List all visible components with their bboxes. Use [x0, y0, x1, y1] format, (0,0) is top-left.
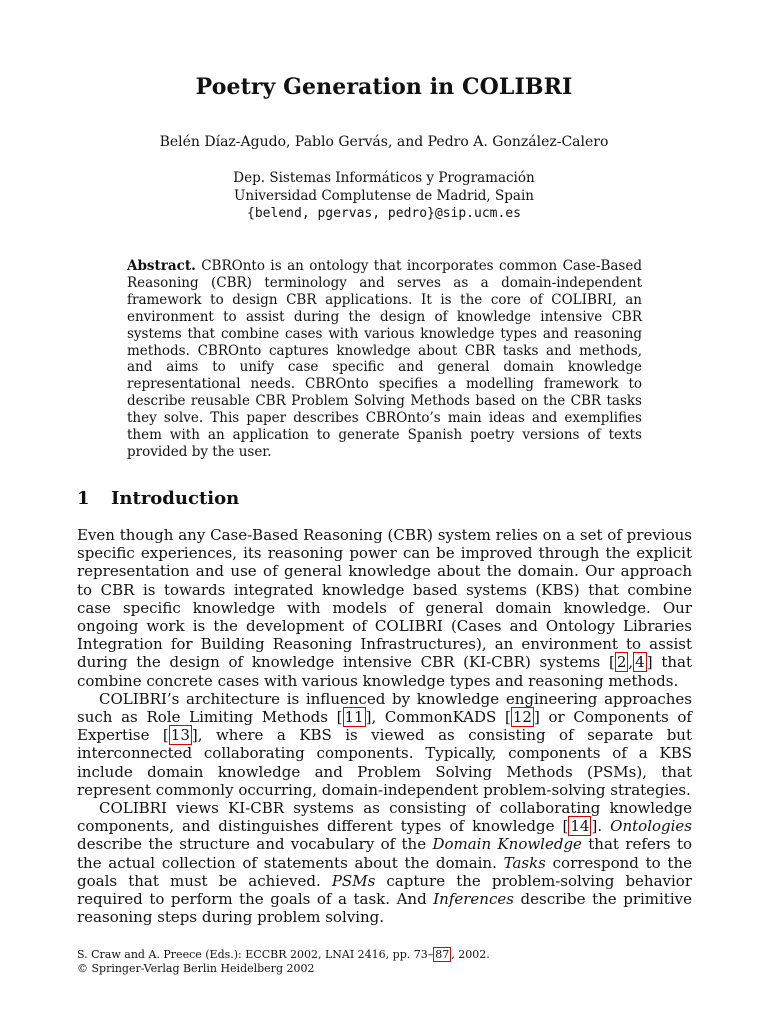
- citation-footer: [77, 948, 490, 962]
- copyright-notice: © Springer-Verlag Berlin Heidelberg 2002: [77, 962, 315, 975]
- citation-link[interactable]: 4: [635, 653, 645, 672]
- affiliation-dept: Dep. Sistemas Informáticos y Programación: [233, 170, 535, 186]
- text-run: capture the problem-solving behavior required to perform the goals of a task. And: [77, 871, 693, 909]
- author-emails: {belend, pgervas, pedro}@sip.ucm.es: [247, 206, 521, 221]
- citation-link[interactable]: 13: [170, 726, 190, 745]
- text-run: COLIBRI’s architecture is influenced by knowledge engineering approaches such as Role Limiting Methods: [77, 689, 692, 727]
- emphasis-term: Domain Knowledge: [432, 835, 582, 854]
- text-run: COLIBRI views KI-CBR systems as consisting of collaborating knowledge components, and distinguishes different types of knowledge: [77, 799, 692, 836]
- text-run: describe the structure and vocabulary of the: [77, 835, 433, 854]
- text-run: S. Craw and A. Preece (Eds.): ECCBR 2002, LNAI 2416, pp. 73–: [77, 948, 434, 961]
- section-heading: [77, 488, 239, 509]
- section-title: Introduction: [111, 488, 240, 509]
- citation-link[interactable]: 14: [570, 817, 590, 836]
- page-link[interactable]: 87: [435, 948, 450, 961]
- text-run: , 2002.: [451, 948, 490, 961]
- paragraph-3: COLIBRI views KI-CBR systems as consisting of collaborating knowledge components, and distinguishes different types of knowledge [ 14 ]. Ontologies describe the structure and vocabulary of the Domain Knowledge that refers to the actual collection of statements about the domain. Tasks correspond to the goals that must be achieved. PSMs capture the problem-solving behavior required to perform the goals of a task. And Inferences describe the primitive reasoning steps during problem solving.: [77, 799, 693, 927]
- text-run: correspond to the goals that must be achieved.: [77, 853, 692, 890]
- paragraph-2: COLIBRI’s architecture is influenced by knowledge engineering approaches such as Role Limiting Methods [ 11 ], CommonKADS [ 12 ] or Components of Expertise [ 13 ], where a KBS is viewed as consisting of separate but interconnected collaborating components. Typically, components of a KBS include domain knowledge and Problem Solving Methods (PSMs), that represent commonly occurring, domain-independent problem-solving strategies.: [77, 689, 692, 799]
- paper-title: Poetry Generation in COLIBRI: [195, 74, 573, 100]
- citation-link[interactable]: 12: [512, 708, 532, 727]
- text-run: Even though any Case-Based Reasoning (CBR) system relies on a set of previous specific experiences, its reasoning power can be improved through the explicit representation and use of general knowledge about the domain. Our approach to CBR is towards integrated knowledge based systems (KBS) that combine case specific knowledge with models of general domain knowledge. Our ongoing work is the development of COLIBRI (Cases and Ontology Libraries Integration for Building Reasoning Infrastructures), an environment to assist during the design of knowledge intensive CBR (KI-CBR) systems: [77, 526, 692, 672]
- text-run: , where a KBS is viewed as consisting of separate but interconnected collaborating components. Typically, components of a KBS include domain knowledge and Problem Solving Methods (PSMs), that represent commonly occurring, domain-independent problem-solving strategies.: [77, 726, 692, 799]
- section-number: 1: [77, 488, 90, 509]
- citation-link[interactable]: 11: [344, 708, 364, 727]
- text-run: describe the primitive reasoning steps during problem solving.: [77, 890, 692, 927]
- emphasis-term: Tasks: [503, 853, 546, 872]
- abstract-label: Abstract.: [127, 258, 196, 274]
- text-run: that combine concrete cases with various knowledge types and reasoning methods.: [77, 653, 692, 690]
- abstract-text: CBROnto is an ontology that incorporates common Case-Based Reasoning (CBR) terminology and serves as a domain-independent framework to design CBR applications. It is the core of COLIBRI, an environment to assist during the design of knowledge intensive CBR systems that combine cases with various knowledge types and reasoning methods. CBROnto captures knowledge about CBR tasks and methods, and aims to unify case specific and general domain knowledge representational needs. CBROnto specifies a modelling framework to describe reusable CBR Problem Solving Methods based on the CBR tasks they solve. This paper describes CBROnto’s main ideas and exemplifies them with an application to generate Spanish poetry versions of texts provided by the user.: [127, 258, 642, 460]
- affiliation-university: Universidad Complutense de Madrid, Spain: [234, 188, 534, 204]
- paragraph-1: Even though any Case-Based Reasoning (CBR) system relies on a set of previous specific experiences, its reasoning power can be improved through the explicit representation and use of general knowledge about the domain. Our approach to CBR is towards integrated knowledge based systems (KBS) that combine case specific knowledge with models of general domain knowledge. Our ongoing work is the development of COLIBRI (Cases and Ontology Libraries Integration for Building Reasoning Infrastructures), an environment to assist during the design of knowledge intensive CBR (KI-CBR) systems [ 2 , 4 ] that combine concrete cases with various knowledge types and reasoning methods.: [77, 526, 692, 690]
- page-footer: [77, 948, 490, 976]
- abstract: [127, 258, 642, 461]
- text-run: .: [597, 817, 611, 836]
- emphasis-term: Inferences: [433, 890, 514, 909]
- text-run: that refers to the actual collection of statements about the domain.: [77, 835, 692, 872]
- emphasis-term: Ontologies: [610, 817, 692, 836]
- text-run: or Components of Expertise: [77, 708, 692, 745]
- author-list: Belén Díaz-Agudo, Pablo Gervás, and Pedro A. González-Calero: [159, 134, 609, 150]
- emphasis-term: PSMs: [331, 871, 376, 890]
- body-text: [77, 526, 692, 926]
- citation-link[interactable]: 2: [616, 653, 627, 672]
- affiliation-block: [0, 169, 768, 223]
- text-run: , CommonKADS: [371, 708, 506, 727]
